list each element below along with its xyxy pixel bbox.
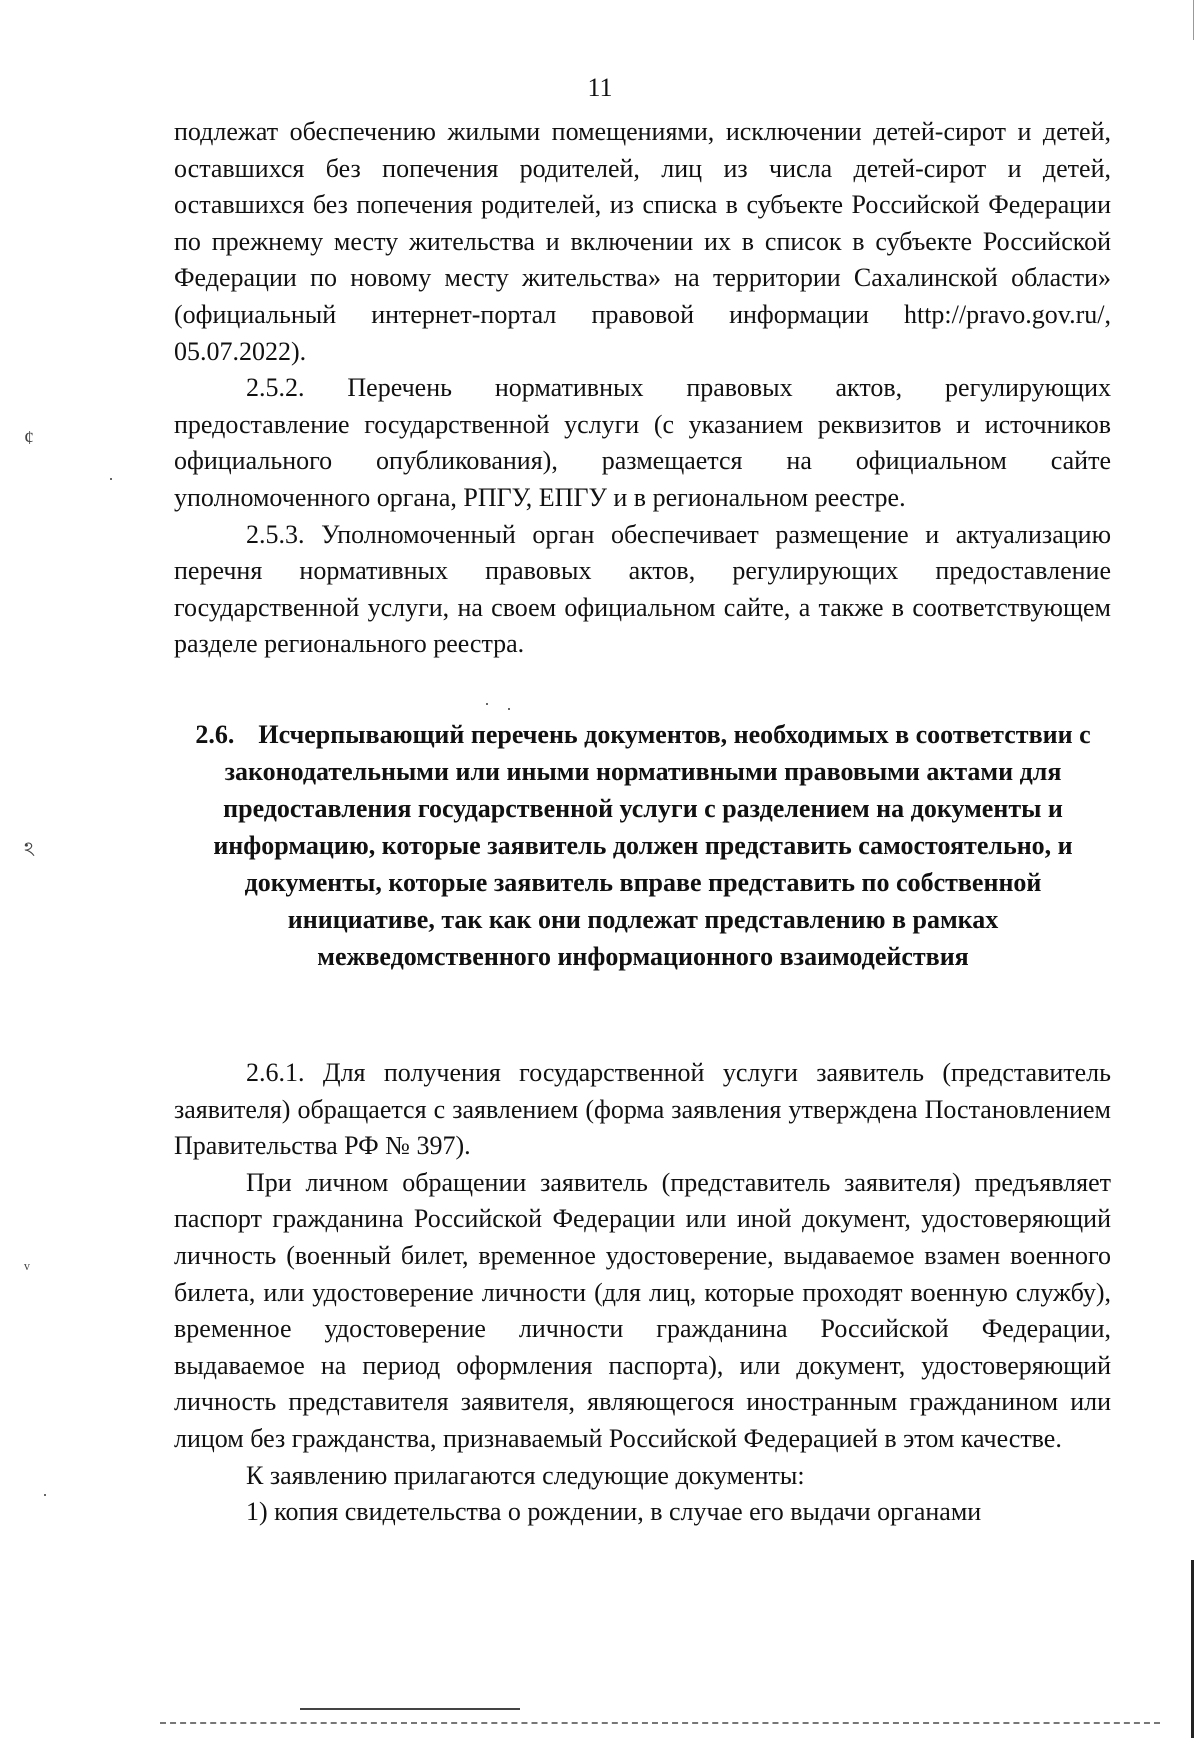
margin-speck: ᵥ xyxy=(24,1251,30,1273)
scan-dot xyxy=(486,703,488,705)
scan-edge-line xyxy=(1191,1560,1194,1738)
paragraph-personal-appeal: При личном обращении заявитель (представитель заявителя) предъявляет паспорт гражданина Российской Федерации или иной документ, удостоверяющий личность (военный билет, временное удостоверение, выдаваемое взамен военного билета, или удостоверение личности (для лиц, которые проходят военную службу), временное удостоверение личности гражданина Российской Федерации, выдаваемое на период оформления паспорта), или документ, удостоверяющий личность представителя заявителя, являющегося иностранным гражданином или лицом без гражданства, признаваемый Российской Федерацией в этом качестве. xyxy=(174,1167,1111,1453)
paragraph-2-5-2: 2.5.2. Перечень нормативных правовых актов, регулирующих предоставление государственной услуги (с указанием реквизитов и источников официального опубликования), размещается на официальном сайте уполномоченного органа, РПГУ, ЕПГУ и в региональном реестре. xyxy=(174,373,1111,512)
scan-edge-mark xyxy=(1193,0,1194,40)
paragraph-attachments-intro: К заявлению прилагаются следующие документы: xyxy=(246,1460,805,1490)
paragraph-2-5-3: 2.5.3. Уполномоченный орган обеспечивает размещение и актуализацию перечня нормативных правовых актов, регулирующих предоставление государственной услуги, на своем официальном сайте, а также в соответствующем разделе регионального реестра. xyxy=(174,519,1111,659)
page-number: 11 xyxy=(587,73,613,102)
margin-speck: ȼ xyxy=(24,427,34,449)
paragraph-continuation: подлежат обеспечению жилыми помещениями, исключении детей-сирот и детей, оставшихся без попечения родителей, лиц из числа детей-сирот и детей, оставшихся без попечения родителей, из списка в субъекте Российской Федерации по прежнему месту жительства и включении их в список в субъекте Российской Федерации по новому месту жительства» на территории Сахалинской области» (официальный интернет-портал правовой информации http://pravo.gov.ru/, 05.07.2022). xyxy=(174,117,1111,366)
list-item-1: 1) копия свидетельства о рождении, в случае его выдачи органами xyxy=(246,1497,982,1527)
scan-bottom-dashes xyxy=(160,1722,1160,1726)
text-block-bottom xyxy=(174,1055,1111,1531)
section-title: Исчерпывающий перечень документов, необходимых в соответствии с законодательными или иными нормативными правовыми актами для предоставления государственной услуги с разделением на документы и информацию, которые заявитель должен представить самостоятельно, и документы, которые заявитель вправе представить по собственной инициативе, так как они подлежат представлению в рамках межведомственного информационного взаимодействия xyxy=(213,720,1091,971)
section-heading xyxy=(180,716,1106,975)
paragraph-2-6-1: 2.6.1. Для получения государственной услуги заявитель (представитель заявителя) обращается с заявлением (форма заявления утверждена Постановлением Правительства РФ № 397). xyxy=(174,1058,1111,1161)
scan-dot xyxy=(508,708,510,710)
section-number: 2.6. xyxy=(195,720,235,749)
scan-bottom-line xyxy=(300,1708,520,1712)
scan-dot xyxy=(110,478,112,480)
scan-dot xyxy=(44,1494,46,1496)
text-block-top xyxy=(174,114,1111,663)
margin-speck: ঽ xyxy=(24,839,35,861)
